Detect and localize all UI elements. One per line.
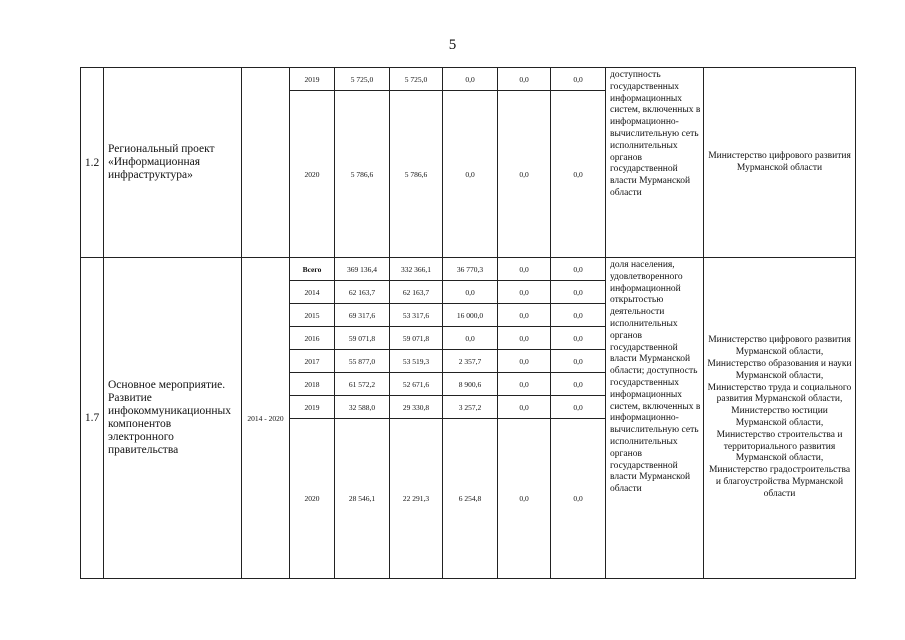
year-cell: 2020	[290, 419, 335, 579]
value-cell: 0,0	[498, 396, 551, 419]
value-cell: 32 588,0	[335, 396, 390, 419]
value-cell: 53 519,3	[390, 350, 443, 373]
value-cell: 0,0	[443, 281, 498, 304]
value-cell: 8 900,6	[443, 373, 498, 396]
year-cell: 2020	[290, 91, 335, 258]
value-cell: 5 786,6	[335, 91, 390, 258]
value-cell: 332 366,1	[390, 258, 443, 281]
value-cell: 0,0	[498, 327, 551, 350]
value-cell: 0,0	[498, 68, 551, 91]
period-cell: 2014 - 2020	[242, 258, 290, 579]
year-cell: Всего	[290, 258, 335, 281]
value-cell: 0,0	[551, 396, 606, 419]
executor-text: Министерство цифрового развития Мурманской области, Министерство образования и науки Мурманской области, Министерство труда и социального развития Мурманской области, Министерство юстиции Мурманской области, Министерство строительства и территориального развития Мурманской области, Министерство градостроительства и благоустройства Мурманской области	[704, 258, 856, 579]
value-cell: 0,0	[498, 281, 551, 304]
value-cell: 62 163,7	[335, 281, 390, 304]
value-cell: 0,0	[443, 68, 498, 91]
row-number: 1.7	[81, 258, 104, 579]
value-cell: 5 725,0	[335, 68, 390, 91]
value-cell: 0,0	[498, 304, 551, 327]
value-cell: 0,0	[551, 327, 606, 350]
year-cell: 2014	[290, 281, 335, 304]
year-cell: 2016	[290, 327, 335, 350]
value-cell: 61 572,2	[335, 373, 390, 396]
executor-text: Министерство цифрового развития Мурманской области	[704, 68, 856, 258]
program-table	[80, 67, 856, 579]
table-row	[81, 68, 856, 91]
value-cell: 0,0	[498, 258, 551, 281]
page-number: 5	[448, 37, 457, 53]
value-cell: 369 136,4	[335, 258, 390, 281]
year-cell: 2019	[290, 68, 335, 91]
value-cell: 0,0	[498, 91, 551, 258]
year-cell: 2018	[290, 373, 335, 396]
value-cell: 0,0	[551, 258, 606, 281]
year-cell: 2017	[290, 350, 335, 373]
value-cell: 0,0	[551, 281, 606, 304]
value-cell: 16 000,0	[443, 304, 498, 327]
value-cell: 62 163,7	[390, 281, 443, 304]
value-cell: 0,0	[551, 373, 606, 396]
value-cell: 3 257,2	[443, 396, 498, 419]
value-cell: 0,0	[498, 419, 551, 579]
value-cell: 0,0	[551, 350, 606, 373]
value-cell: 53 317,6	[390, 304, 443, 327]
activity-name: Основное мероприятие. Развитие инфокоммуникационных компонентов электронного правительства	[104, 258, 242, 579]
year-cell: 2019	[290, 396, 335, 419]
value-cell: 22 291,3	[390, 419, 443, 579]
value-cell: 29 330,8	[390, 396, 443, 419]
value-cell: 0,0	[551, 304, 606, 327]
activity-name: Региональный проект «Информационная инфраструктура»	[104, 68, 242, 258]
value-cell: 59 071,8	[335, 327, 390, 350]
indicator-text: доля населения, удовлетворенного информационной открытостью деятельности исполнительных органов государственной власти Мурманской области; доступность государственных информационных систем, включенных в информационно-вычислительную сеть исполнительных органов государственной власти Мурманской области	[606, 258, 704, 579]
table-row	[81, 258, 856, 281]
value-cell: 0,0	[443, 91, 498, 258]
value-cell: 28 546,1	[335, 419, 390, 579]
value-cell: 5 725,0	[390, 68, 443, 91]
value-cell: 52 671,6	[390, 373, 443, 396]
value-cell: 0,0	[498, 350, 551, 373]
value-cell: 0,0	[551, 68, 606, 91]
value-cell: 0,0	[551, 419, 606, 579]
year-cell: 2015	[290, 304, 335, 327]
value-cell: 5 786,6	[390, 91, 443, 258]
value-cell: 2 357,7	[443, 350, 498, 373]
period-cell	[242, 68, 290, 258]
row-number: 1.2	[81, 68, 104, 258]
value-cell: 0,0	[551, 91, 606, 258]
value-cell: 55 877,0	[335, 350, 390, 373]
value-cell: 69 317,6	[335, 304, 390, 327]
indicator-text: доступность государственных информационных систем, включенных в информационно-вычислительную сеть исполнительных органов государственной власти Мурманской области	[606, 68, 704, 258]
value-cell: 59 071,8	[390, 327, 443, 350]
value-cell: 0,0	[443, 327, 498, 350]
value-cell: 0,0	[498, 373, 551, 396]
value-cell: 36 770,3	[443, 258, 498, 281]
value-cell: 6 254,8	[443, 419, 498, 579]
